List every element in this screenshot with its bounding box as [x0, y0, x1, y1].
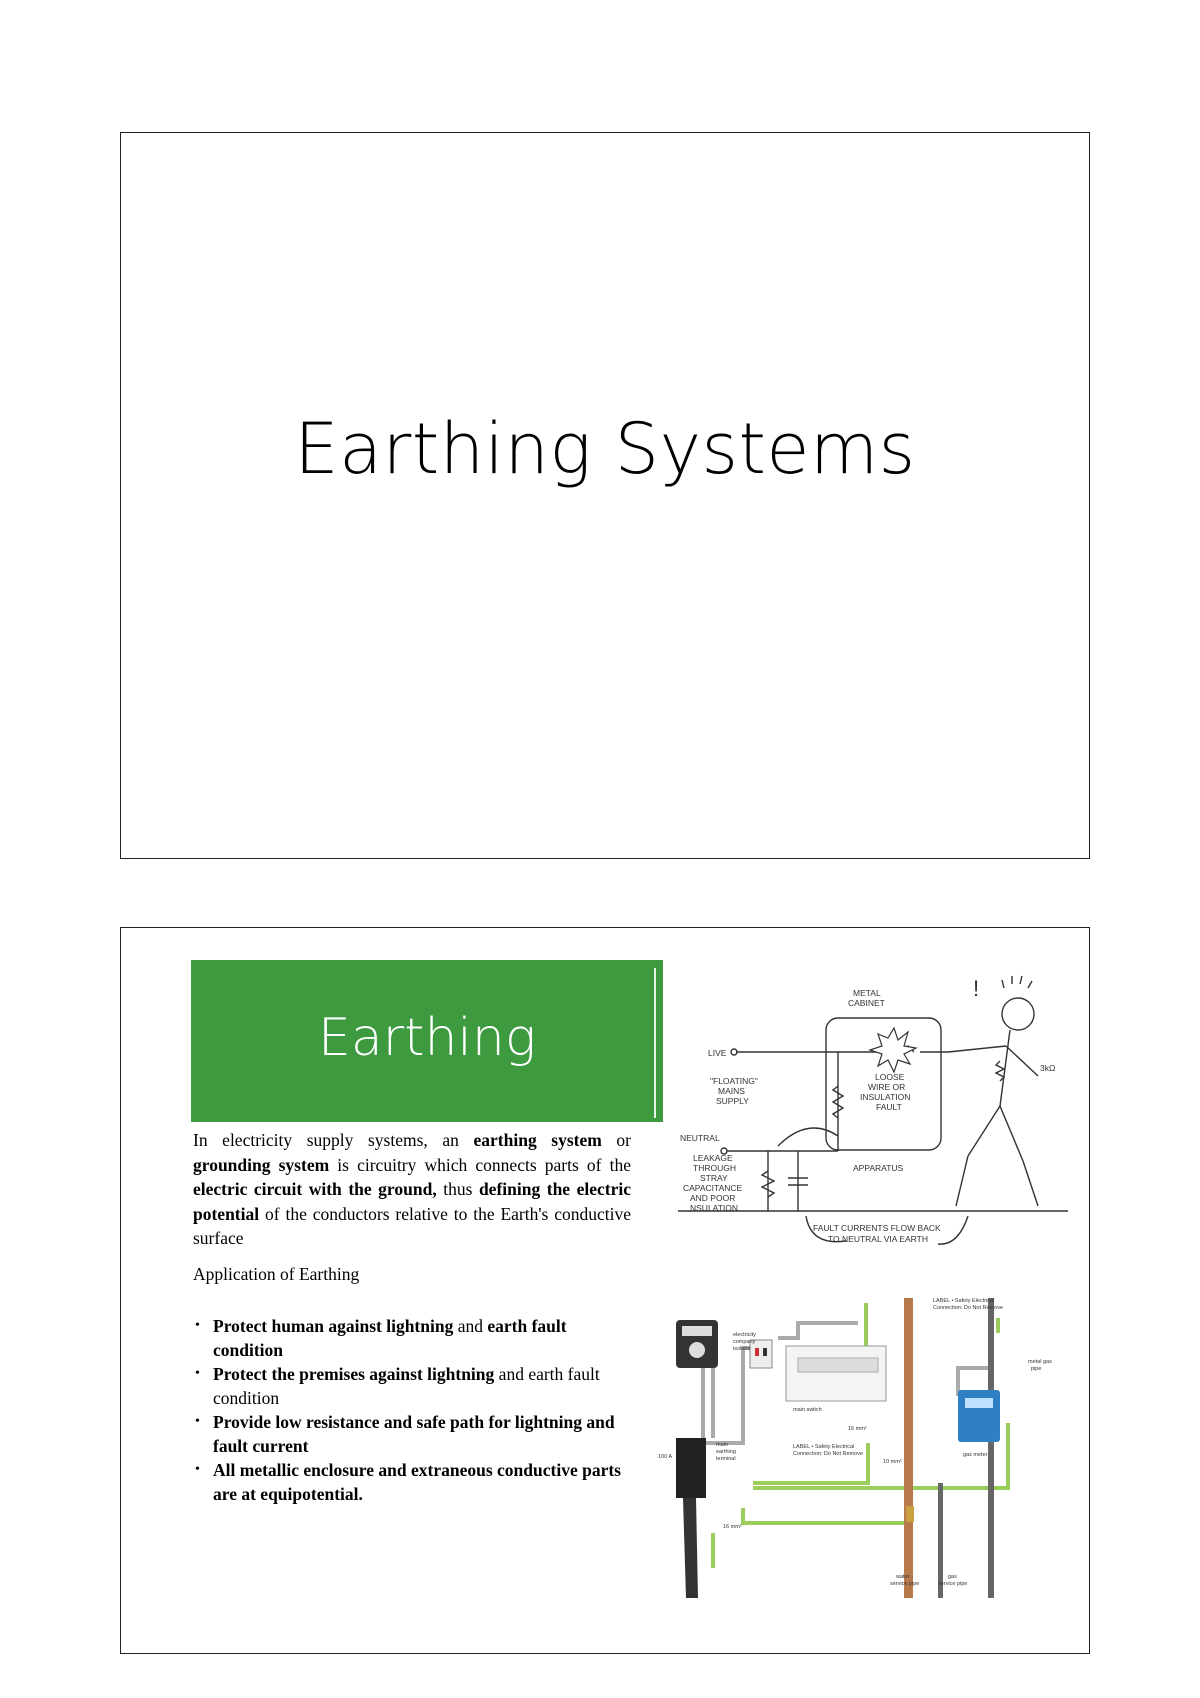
- item-bold: Protect human against lightning: [213, 1316, 454, 1336]
- label-loose-4: FAULT: [876, 1102, 902, 1112]
- slide-earthing: [120, 927, 1090, 1654]
- label-metal-gas-1: metal gas: [1028, 1359, 1052, 1365]
- slide-title: [120, 132, 1090, 859]
- label-amp: 100 A: [658, 1454, 673, 1460]
- label-exclaim: !: [973, 976, 980, 1001]
- label-10mm: 10 mm²: [883, 1459, 902, 1465]
- para-bold: earthing system: [473, 1130, 602, 1150]
- application-label: Application of Earthing: [193, 1264, 360, 1284]
- para-text: is circuitry which connects parts of the: [329, 1154, 631, 1175]
- installation-diagram: [658, 1278, 1083, 1613]
- label-water-1: water: [896, 1574, 910, 1580]
- item-bold: earth fault condition: [213, 1316, 567, 1360]
- label-cabinet: CABINET: [848, 998, 885, 1008]
- label-leak-2: THROUGH: [693, 1163, 736, 1173]
- label-loose-1: LOOSE: [875, 1072, 905, 1082]
- label-mid-1: LABEL • Safety Electrical: [793, 1444, 855, 1450]
- label-floating-3: SUPPLY: [716, 1096, 749, 1106]
- banner-title: Earthing: [317, 1008, 537, 1068]
- list-item: [193, 1362, 633, 1410]
- label-leak-5: AND POOR: [690, 1193, 736, 1203]
- label-fault-2: TO NEUTRAL VIA EARTH: [828, 1234, 928, 1244]
- label-company: company: [733, 1339, 756, 1345]
- label-fault-1: FAULT CURRENTS FLOW BACK: [813, 1223, 941, 1233]
- label-loose-2: WIRE OR: [868, 1082, 906, 1092]
- item-text: and earth fault condition: [213, 1364, 600, 1408]
- label-neutral: NEUTRAL: [680, 1133, 720, 1143]
- label-electricity: electricity: [733, 1332, 756, 1338]
- application-list: [193, 1314, 633, 1506]
- label-leak-6: NSULATION: [690, 1203, 739, 1213]
- label-leak-1: LEAKAGE: [693, 1153, 733, 1163]
- label-gas-meter: gas meter: [963, 1452, 988, 1458]
- fault-diagram: [638, 966, 1088, 1266]
- label-resistance: 3kΩ: [1040, 1063, 1056, 1073]
- label-loose-3: INSULATION: [860, 1092, 911, 1102]
- label-16mm-a: 16 mm²: [848, 1426, 867, 1432]
- label-top-1: LABEL • Safety Electrical: [933, 1298, 995, 1304]
- label-gas-2: service pipe: [938, 1581, 968, 1587]
- para-text: or: [601, 1130, 631, 1150]
- para-text: of the conductors relative to the Earth's conductive surface: [193, 1203, 631, 1248]
- item-bold: Provide low resistance and safe path for lightning and fault current: [213, 1412, 615, 1456]
- definition-paragraph: [193, 1128, 631, 1251]
- para-bold: grounding system: [193, 1154, 330, 1175]
- label-metal-gas-2: pipe: [1031, 1366, 1042, 1372]
- item-bold: Protect the premises against lightning: [213, 1364, 495, 1384]
- item-bold: All metallic enclosure and extraneous conductive parts are at equipotential.: [213, 1460, 621, 1504]
- para-bold: defining the electric potential: [193, 1179, 631, 1224]
- label-top-2: Connection: Do Not Remove: [933, 1305, 1004, 1311]
- label-live: LIVE: [708, 1048, 727, 1058]
- label-main: main: [716, 1442, 728, 1448]
- label-main-switch: main switch: [793, 1407, 822, 1413]
- list-item: [193, 1314, 633, 1362]
- label-leak-3: STRAY: [700, 1173, 728, 1183]
- label-earthing: earthing: [716, 1449, 736, 1455]
- slide-title-text: Earthing Systems: [294, 408, 916, 490]
- label-floating-2: MAINS: [718, 1086, 745, 1096]
- para-bold: electric circuit with the ground,: [193, 1179, 437, 1199]
- label-metal: METAL: [853, 988, 881, 998]
- label-terminal: terminal: [716, 1456, 736, 1462]
- item-text: and: [453, 1316, 488, 1336]
- para-text: thus: [436, 1179, 479, 1199]
- label-gas-1: gas: [948, 1574, 957, 1580]
- label-mid-2: Connection: Do Not Remove: [793, 1451, 864, 1457]
- label-apparatus: APPARATUS: [853, 1163, 904, 1173]
- label-floating-1: "FLOATING": [710, 1076, 758, 1086]
- label-water-2: service pipe: [890, 1581, 920, 1587]
- list-item: [193, 1458, 633, 1506]
- label-isolator: isolator: [733, 1346, 751, 1352]
- para-text: In electricity supply systems, an: [193, 1130, 474, 1150]
- label-16mm-b: 16 mm²: [723, 1524, 742, 1530]
- list-item: [193, 1410, 633, 1458]
- label-leak-4: CAPACITANCE: [683, 1183, 743, 1193]
